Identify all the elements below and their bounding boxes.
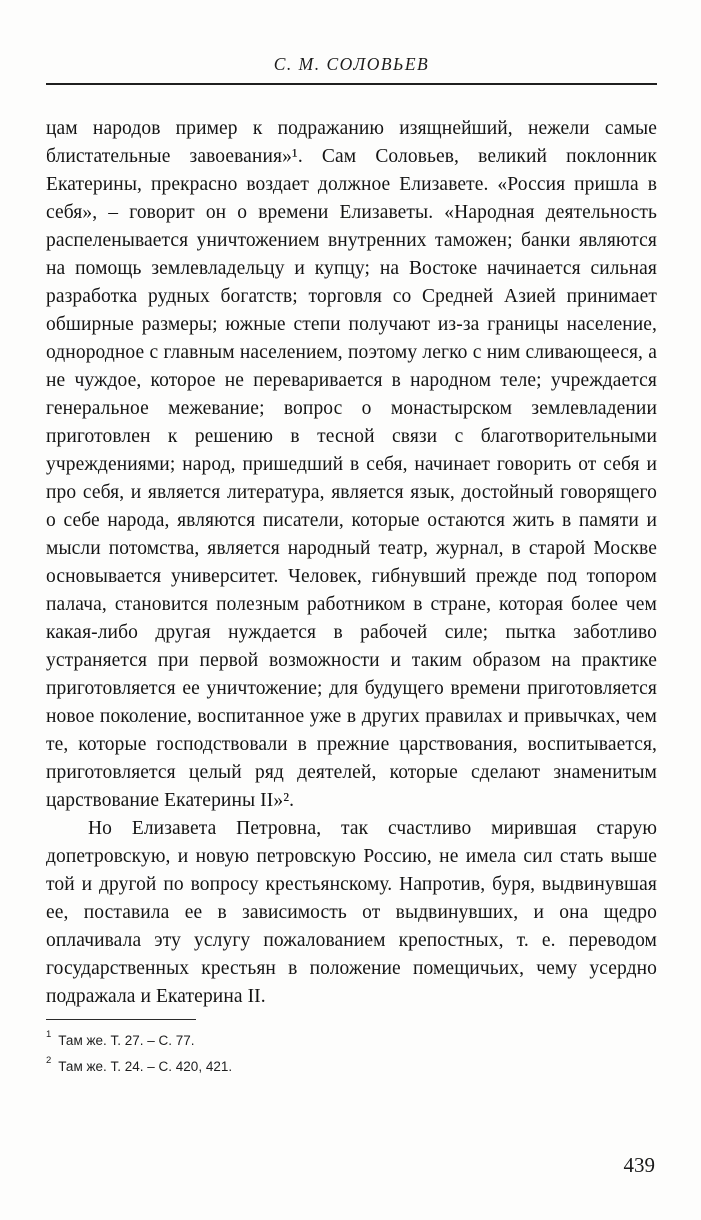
running-header: С. М. СОЛОВЬЕВ <box>273 54 430 74</box>
paragraph: Но Елизавета Петровна, так счастливо мирившая старую допетровскую, и новую петровскую Россию, не имела сил стать выше той и другой по вопросу крестьянскому. Напротив, буря, выдвинувшая ее, поставила ее в зависимость от выдвинувших, и она щедро оплачивала эту услугу пожалованием крепостных, т. е. переводом государственных крестьян в положение помещичьих, чему усердно подражала и Екатерина II. <box>46 818 657 1007</box>
page-number: 439 <box>623 1153 655 1177</box>
footnotes-section <box>46 1019 657 1080</box>
footnote-marker: 1 <box>46 1029 52 1040</box>
footnote-text: Там же. Т. 24. – С. 420, 421. <box>58 1059 233 1074</box>
page-body <box>46 115 657 1011</box>
page-header <box>46 54 657 85</box>
footnote-text: Там же. Т. 27. – С. 77. <box>58 1033 195 1048</box>
footnote-rule <box>46 1019 196 1020</box>
footnote <box>46 1028 657 1054</box>
footnote-marker: 2 <box>46 1055 52 1066</box>
paragraph-continuation: цам народов пример к подражанию изящнейший, нежели самые блистательные завоевания»¹. Сам Соловьев, великий поклонник Екатерины, прекрасно воздает должное Елизавете. «Россия пришла в себя», – говорит он о времени Елизаветы. «Народная деятельность распеленывается уничтожением внутренних таможен; банки являются на помощь землевладельцу и купцу; на Востоке начинается сильная разработка рудных богатств; торговля со Средней Азией принимает обширные размеры; южные степи получают из-за границы население, однородное с главным населением, поэтому легко с ним сливающееся, а не чуждое, которое не переваривается в народном теле; учреждается генеральное межевание; вопрос о монастырском землевладении приготовлен к решению в тесной связи с благотворительными учреждениями; народ, пришедший в себя, начинает говорить от себя и про себя, и является литература, является язык, достойный говорящего о себе народа, являются писатели, которые остаются жить в памяти и мысли потомства, является народный театр, журнал, в старой Москве основывается университет. Человек, гибнувший прежде под топором палача, становится полезным работником в стране, которая более чем какая-либо другая нуждается в рабочей силе; пытка заботливо устраняется при первой возможности и таким образом на практике приготовляется ее уничтожение; для будущего времени приготовляется новое поколение, воспитанное уже в других правилах и привычках, чем те, которые господствовали в прежние царствования, воспитывается, приготовляется целый ряд деятелей, которые сделают знаменитым царствование Екатерины II»². <box>46 118 657 811</box>
header-rule <box>46 83 657 85</box>
footnote <box>46 1054 657 1080</box>
